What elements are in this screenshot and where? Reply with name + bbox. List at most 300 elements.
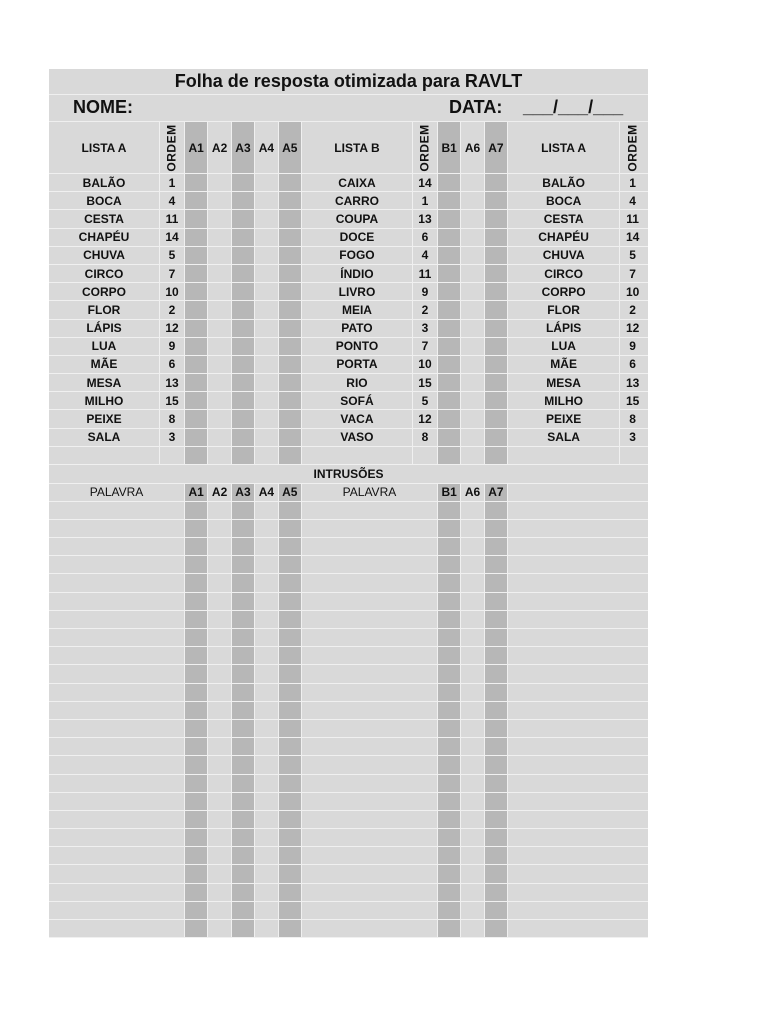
intrusion-a6-cell[interactable] xyxy=(461,738,484,755)
b1-cell[interactable] xyxy=(438,429,461,446)
intrusion-word-b-cell[interactable] xyxy=(302,775,438,792)
a7-cell[interactable] xyxy=(485,247,508,264)
intrusion-word-a-cell[interactable] xyxy=(49,574,185,591)
intrusion-a6-cell[interactable] xyxy=(461,574,484,591)
intrusion-a7-cell[interactable] xyxy=(485,884,508,901)
intrusion-word-b-cell[interactable] xyxy=(302,684,438,701)
intrusion-a5-cell[interactable] xyxy=(279,520,302,537)
a6-cell[interactable] xyxy=(461,229,484,246)
a1-cell[interactable] xyxy=(185,210,208,227)
intrusion-word-a-cell[interactable] xyxy=(49,847,185,864)
a5-cell[interactable] xyxy=(279,174,302,191)
intrusion-a2-cell[interactable] xyxy=(208,556,231,573)
intrusion-b1-cell[interactable] xyxy=(438,702,461,719)
intrusion-a2-cell[interactable] xyxy=(208,756,231,773)
intrusion-a7-cell[interactable] xyxy=(485,847,508,864)
intrusion-a6-cell[interactable] xyxy=(461,538,484,555)
intrusion-a3-cell[interactable] xyxy=(232,684,255,701)
b1-cell[interactable] xyxy=(438,374,461,391)
intrusion-word-b-cell[interactable] xyxy=(302,756,438,773)
a1-cell[interactable] xyxy=(185,410,208,427)
a1-cell[interactable] xyxy=(185,338,208,355)
intrusion-a7-cell[interactable] xyxy=(485,756,508,773)
a4-cell[interactable] xyxy=(255,301,278,318)
blank-a1-cell[interactable] xyxy=(185,447,208,464)
a1-cell[interactable] xyxy=(185,192,208,209)
intrusion-a4-cell[interactable] xyxy=(255,811,278,828)
a4-cell[interactable] xyxy=(255,338,278,355)
intrusion-a4-cell[interactable] xyxy=(255,593,278,610)
intrusion-a5-cell[interactable] xyxy=(279,556,302,573)
intrusion-word-b-cell[interactable] xyxy=(302,611,438,628)
intrusion-a3-cell[interactable] xyxy=(232,902,255,919)
intrusion-a6-cell[interactable] xyxy=(461,556,484,573)
a5-cell[interactable] xyxy=(279,374,302,391)
intrusion-a6-cell[interactable] xyxy=(461,684,484,701)
intrusion-a7-cell[interactable] xyxy=(485,865,508,882)
intrusion-word-a-cell[interactable] xyxy=(49,793,185,810)
intrusion-word-b-cell[interactable] xyxy=(302,702,438,719)
intrusion-a6-cell[interactable] xyxy=(461,793,484,810)
intrusion-a5-cell[interactable] xyxy=(279,647,302,664)
intrusion-a3-cell[interactable] xyxy=(232,556,255,573)
intrusion-word-b-cell[interactable] xyxy=(302,847,438,864)
b1-cell[interactable] xyxy=(438,356,461,373)
intrusion-a3-cell[interactable] xyxy=(232,920,255,937)
intrusion-a3-cell[interactable] xyxy=(232,738,255,755)
b1-cell[interactable] xyxy=(438,192,461,209)
intrusion-a7-cell[interactable] xyxy=(485,811,508,828)
intrusion-a2-cell[interactable] xyxy=(208,793,231,810)
intrusion-word-a-cell[interactable] xyxy=(49,665,185,682)
intrusion-a2-cell[interactable] xyxy=(208,593,231,610)
intrusion-word-b-cell[interactable] xyxy=(302,793,438,810)
a6-cell[interactable] xyxy=(461,338,484,355)
a2-cell[interactable] xyxy=(208,283,231,300)
intrusion-a5-cell[interactable] xyxy=(279,756,302,773)
intrusion-a4-cell[interactable] xyxy=(255,647,278,664)
intrusion-a1-cell[interactable] xyxy=(185,829,208,846)
a1-cell[interactable] xyxy=(185,283,208,300)
intrusion-a7-cell[interactable] xyxy=(485,611,508,628)
intrusion-a2-cell[interactable] xyxy=(208,847,231,864)
a6-cell[interactable] xyxy=(461,320,484,337)
intrusion-a5-cell[interactable] xyxy=(279,574,302,591)
intrusion-a7-cell[interactable] xyxy=(485,502,508,519)
intrusion-a3-cell[interactable] xyxy=(232,629,255,646)
intrusion-a7-cell[interactable] xyxy=(485,665,508,682)
blank-a4-cell[interactable] xyxy=(255,447,278,464)
b1-cell[interactable] xyxy=(438,392,461,409)
intrusion-word-a-cell[interactable] xyxy=(49,920,185,937)
intrusion-a5-cell[interactable] xyxy=(279,793,302,810)
a3-cell[interactable] xyxy=(232,392,255,409)
intrusion-a1-cell[interactable] xyxy=(185,720,208,737)
intrusion-a1-cell[interactable] xyxy=(185,920,208,937)
intrusion-a4-cell[interactable] xyxy=(255,720,278,737)
a6-cell[interactable] xyxy=(461,301,484,318)
intrusion-word-b-cell[interactable] xyxy=(302,593,438,610)
intrusion-word-a-cell[interactable] xyxy=(49,865,185,882)
intrusion-a1-cell[interactable] xyxy=(185,847,208,864)
intrusion-a6-cell[interactable] xyxy=(461,811,484,828)
intrusion-a2-cell[interactable] xyxy=(208,811,231,828)
intrusion-a7-cell[interactable] xyxy=(485,574,508,591)
intrusion-a3-cell[interactable] xyxy=(232,520,255,537)
intrusion-a5-cell[interactable] xyxy=(279,829,302,846)
intrusion-a5-cell[interactable] xyxy=(279,847,302,864)
intrusion-a7-cell[interactable] xyxy=(485,720,508,737)
intrusion-a2-cell[interactable] xyxy=(208,629,231,646)
intrusion-a1-cell[interactable] xyxy=(185,593,208,610)
intrusion-a4-cell[interactable] xyxy=(255,556,278,573)
intrusion-a2-cell[interactable] xyxy=(208,502,231,519)
intrusion-a2-cell[interactable] xyxy=(208,738,231,755)
intrusion-word-b-cell[interactable] xyxy=(302,665,438,682)
a7-cell[interactable] xyxy=(485,374,508,391)
intrusion-a5-cell[interactable] xyxy=(279,738,302,755)
a4-cell[interactable] xyxy=(255,429,278,446)
intrusion-a2-cell[interactable] xyxy=(208,865,231,882)
intrusion-b1-cell[interactable] xyxy=(438,720,461,737)
intrusion-a3-cell[interactable] xyxy=(232,593,255,610)
intrusion-a3-cell[interactable] xyxy=(232,811,255,828)
a4-cell[interactable] xyxy=(255,356,278,373)
a5-cell[interactable] xyxy=(279,356,302,373)
intrusion-a2-cell[interactable] xyxy=(208,538,231,555)
intrusion-a6-cell[interactable] xyxy=(461,520,484,537)
intrusion-b1-cell[interactable] xyxy=(438,665,461,682)
a1-cell[interactable] xyxy=(185,374,208,391)
a3-cell[interactable] xyxy=(232,283,255,300)
intrusion-a7-cell[interactable] xyxy=(485,629,508,646)
intrusion-a2-cell[interactable] xyxy=(208,611,231,628)
intrusion-a5-cell[interactable] xyxy=(279,702,302,719)
a1-cell[interactable] xyxy=(185,301,208,318)
a4-cell[interactable] xyxy=(255,320,278,337)
intrusion-a5-cell[interactable] xyxy=(279,920,302,937)
b1-cell[interactable] xyxy=(438,410,461,427)
intrusion-a5-cell[interactable] xyxy=(279,611,302,628)
a2-cell[interactable] xyxy=(208,301,231,318)
intrusion-word-b-cell[interactable] xyxy=(302,720,438,737)
intrusion-word-a-cell[interactable] xyxy=(49,502,185,519)
intrusion-a5-cell[interactable] xyxy=(279,902,302,919)
intrusion-a7-cell[interactable] xyxy=(485,538,508,555)
intrusion-b1-cell[interactable] xyxy=(438,574,461,591)
intrusion-a3-cell[interactable] xyxy=(232,665,255,682)
intrusion-a3-cell[interactable] xyxy=(232,720,255,737)
intrusion-word-b-cell[interactable] xyxy=(302,829,438,846)
intrusion-a4-cell[interactable] xyxy=(255,775,278,792)
intrusion-a6-cell[interactable] xyxy=(461,665,484,682)
intrusion-a3-cell[interactable] xyxy=(232,865,255,882)
intrusion-a4-cell[interactable] xyxy=(255,665,278,682)
intrusion-a2-cell[interactable] xyxy=(208,902,231,919)
intrusion-a4-cell[interactable] xyxy=(255,574,278,591)
intrusion-a5-cell[interactable] xyxy=(279,811,302,828)
intrusion-a3-cell[interactable] xyxy=(232,829,255,846)
intrusion-a3-cell[interactable] xyxy=(232,702,255,719)
intrusion-a4-cell[interactable] xyxy=(255,884,278,901)
intrusion-word-a-cell[interactable] xyxy=(49,884,185,901)
intrusion-a1-cell[interactable] xyxy=(185,684,208,701)
a5-cell[interactable] xyxy=(279,247,302,264)
a2-cell[interactable] xyxy=(208,320,231,337)
intrusion-a6-cell[interactable] xyxy=(461,611,484,628)
a6-cell[interactable] xyxy=(461,392,484,409)
intrusion-a4-cell[interactable] xyxy=(255,829,278,846)
a1-cell[interactable] xyxy=(185,229,208,246)
a7-cell[interactable] xyxy=(485,265,508,282)
intrusion-a6-cell[interactable] xyxy=(461,647,484,664)
intrusion-a2-cell[interactable] xyxy=(208,884,231,901)
a6-cell[interactable] xyxy=(461,265,484,282)
intrusion-a1-cell[interactable] xyxy=(185,538,208,555)
a5-cell[interactable] xyxy=(279,392,302,409)
intrusion-word-a-cell[interactable] xyxy=(49,775,185,792)
blank-a5-cell[interactable] xyxy=(279,447,302,464)
a4-cell[interactable] xyxy=(255,247,278,264)
intrusion-a5-cell[interactable] xyxy=(279,720,302,737)
intrusion-a4-cell[interactable] xyxy=(255,520,278,537)
a4-cell[interactable] xyxy=(255,283,278,300)
a3-cell[interactable] xyxy=(232,356,255,373)
a4-cell[interactable] xyxy=(255,392,278,409)
intrusion-a3-cell[interactable] xyxy=(232,502,255,519)
a3-cell[interactable] xyxy=(232,320,255,337)
b1-cell[interactable] xyxy=(438,210,461,227)
intrusion-word-a-cell[interactable] xyxy=(49,611,185,628)
a2-cell[interactable] xyxy=(208,429,231,446)
intrusion-a4-cell[interactable] xyxy=(255,629,278,646)
blank-a3-cell[interactable] xyxy=(232,447,255,464)
intrusion-word-b-cell[interactable] xyxy=(302,629,438,646)
a2-cell[interactable] xyxy=(208,210,231,227)
b1-cell[interactable] xyxy=(438,338,461,355)
a4-cell[interactable] xyxy=(255,192,278,209)
intrusion-word-b-cell[interactable] xyxy=(302,520,438,537)
intrusion-word-a-cell[interactable] xyxy=(49,520,185,537)
intrusion-a6-cell[interactable] xyxy=(461,629,484,646)
intrusion-a2-cell[interactable] xyxy=(208,775,231,792)
intrusion-b1-cell[interactable] xyxy=(438,538,461,555)
intrusion-a1-cell[interactable] xyxy=(185,611,208,628)
intrusion-b1-cell[interactable] xyxy=(438,611,461,628)
intrusion-word-b-cell[interactable] xyxy=(302,902,438,919)
a3-cell[interactable] xyxy=(232,410,255,427)
a5-cell[interactable] xyxy=(279,210,302,227)
intrusion-a5-cell[interactable] xyxy=(279,684,302,701)
intrusion-a7-cell[interactable] xyxy=(485,593,508,610)
intrusion-a7-cell[interactable] xyxy=(485,920,508,937)
intrusion-word-a-cell[interactable] xyxy=(49,811,185,828)
intrusion-a3-cell[interactable] xyxy=(232,647,255,664)
intrusion-word-b-cell[interactable] xyxy=(302,538,438,555)
a5-cell[interactable] xyxy=(279,338,302,355)
a2-cell[interactable] xyxy=(208,229,231,246)
intrusion-word-a-cell[interactable] xyxy=(49,647,185,664)
intrusion-a2-cell[interactable] xyxy=(208,720,231,737)
intrusion-b1-cell[interactable] xyxy=(438,647,461,664)
intrusion-a7-cell[interactable] xyxy=(485,647,508,664)
intrusion-word-a-cell[interactable] xyxy=(49,738,185,755)
intrusion-a3-cell[interactable] xyxy=(232,756,255,773)
intrusion-a6-cell[interactable] xyxy=(461,902,484,919)
a2-cell[interactable] xyxy=(208,174,231,191)
intrusion-a4-cell[interactable] xyxy=(255,793,278,810)
intrusion-a1-cell[interactable] xyxy=(185,629,208,646)
a7-cell[interactable] xyxy=(485,174,508,191)
intrusion-a6-cell[interactable] xyxy=(461,702,484,719)
intrusion-a5-cell[interactable] xyxy=(279,884,302,901)
b1-cell[interactable] xyxy=(438,229,461,246)
b1-cell[interactable] xyxy=(438,174,461,191)
intrusion-a2-cell[interactable] xyxy=(208,920,231,937)
intrusion-a7-cell[interactable] xyxy=(485,829,508,846)
a4-cell[interactable] xyxy=(255,229,278,246)
a2-cell[interactable] xyxy=(208,356,231,373)
intrusion-a2-cell[interactable] xyxy=(208,647,231,664)
a7-cell[interactable] xyxy=(485,210,508,227)
blank-a2-cell[interactable] xyxy=(208,447,231,464)
a4-cell[interactable] xyxy=(255,174,278,191)
a2-cell[interactable] xyxy=(208,265,231,282)
intrusion-a3-cell[interactable] xyxy=(232,793,255,810)
b1-cell[interactable] xyxy=(438,283,461,300)
a3-cell[interactable] xyxy=(232,338,255,355)
intrusion-a4-cell[interactable] xyxy=(255,756,278,773)
a6-cell[interactable] xyxy=(461,356,484,373)
a7-cell[interactable] xyxy=(485,392,508,409)
intrusion-a1-cell[interactable] xyxy=(185,775,208,792)
intrusion-a5-cell[interactable] xyxy=(279,502,302,519)
a6-cell[interactable] xyxy=(461,247,484,264)
intrusion-word-b-cell[interactable] xyxy=(302,574,438,591)
intrusion-b1-cell[interactable] xyxy=(438,684,461,701)
intrusion-a4-cell[interactable] xyxy=(255,920,278,937)
intrusion-word-a-cell[interactable] xyxy=(49,829,185,846)
intrusion-word-b-cell[interactable] xyxy=(302,738,438,755)
intrusion-a1-cell[interactable] xyxy=(185,665,208,682)
intrusion-a6-cell[interactable] xyxy=(461,720,484,737)
intrusion-b1-cell[interactable] xyxy=(438,502,461,519)
a7-cell[interactable] xyxy=(485,410,508,427)
a7-cell[interactable] xyxy=(485,192,508,209)
intrusion-word-b-cell[interactable] xyxy=(302,647,438,664)
a4-cell[interactable] xyxy=(255,374,278,391)
a2-cell[interactable] xyxy=(208,392,231,409)
intrusion-word-a-cell[interactable] xyxy=(49,538,185,555)
intrusion-b1-cell[interactable] xyxy=(438,738,461,755)
intrusion-word-b-cell[interactable] xyxy=(302,556,438,573)
intrusion-a6-cell[interactable] xyxy=(461,502,484,519)
intrusion-a4-cell[interactable] xyxy=(255,684,278,701)
intrusion-a1-cell[interactable] xyxy=(185,520,208,537)
a4-cell[interactable] xyxy=(255,410,278,427)
a1-cell[interactable] xyxy=(185,320,208,337)
a5-cell[interactable] xyxy=(279,265,302,282)
a3-cell[interactable] xyxy=(232,301,255,318)
a3-cell[interactable] xyxy=(232,429,255,446)
intrusion-a4-cell[interactable] xyxy=(255,865,278,882)
intrusion-a7-cell[interactable] xyxy=(485,520,508,537)
intrusion-a1-cell[interactable] xyxy=(185,702,208,719)
a7-cell[interactable] xyxy=(485,320,508,337)
intrusion-a4-cell[interactable] xyxy=(255,738,278,755)
a7-cell[interactable] xyxy=(485,356,508,373)
intrusion-word-a-cell[interactable] xyxy=(49,902,185,919)
intrusion-a5-cell[interactable] xyxy=(279,775,302,792)
a5-cell[interactable] xyxy=(279,429,302,446)
intrusion-word-a-cell[interactable] xyxy=(49,756,185,773)
a6-cell[interactable] xyxy=(461,429,484,446)
intrusion-word-b-cell[interactable] xyxy=(302,884,438,901)
intrusion-a6-cell[interactable] xyxy=(461,865,484,882)
intrusion-word-b-cell[interactable] xyxy=(302,811,438,828)
intrusion-a2-cell[interactable] xyxy=(208,684,231,701)
intrusion-a1-cell[interactable] xyxy=(185,884,208,901)
a7-cell[interactable] xyxy=(485,338,508,355)
a4-cell[interactable] xyxy=(255,265,278,282)
a5-cell[interactable] xyxy=(279,229,302,246)
intrusion-a5-cell[interactable] xyxy=(279,538,302,555)
intrusion-b1-cell[interactable] xyxy=(438,920,461,937)
intrusion-a5-cell[interactable] xyxy=(279,865,302,882)
intrusion-a6-cell[interactable] xyxy=(461,756,484,773)
a1-cell[interactable] xyxy=(185,247,208,264)
a1-cell[interactable] xyxy=(185,392,208,409)
a7-cell[interactable] xyxy=(485,301,508,318)
intrusion-b1-cell[interactable] xyxy=(438,556,461,573)
a3-cell[interactable] xyxy=(232,374,255,391)
a3-cell[interactable] xyxy=(232,210,255,227)
a1-cell[interactable] xyxy=(185,265,208,282)
intrusion-a4-cell[interactable] xyxy=(255,702,278,719)
intrusion-word-a-cell[interactable] xyxy=(49,720,185,737)
intrusion-a1-cell[interactable] xyxy=(185,865,208,882)
a2-cell[interactable] xyxy=(208,410,231,427)
a3-cell[interactable] xyxy=(232,174,255,191)
intrusion-a7-cell[interactable] xyxy=(485,902,508,919)
intrusion-b1-cell[interactable] xyxy=(438,847,461,864)
a6-cell[interactable] xyxy=(461,410,484,427)
a7-cell[interactable] xyxy=(485,229,508,246)
intrusion-a6-cell[interactable] xyxy=(461,847,484,864)
intrusion-a3-cell[interactable] xyxy=(232,611,255,628)
intrusion-a7-cell[interactable] xyxy=(485,684,508,701)
intrusion-a4-cell[interactable] xyxy=(255,847,278,864)
intrusion-a6-cell[interactable] xyxy=(461,775,484,792)
a6-cell[interactable] xyxy=(461,283,484,300)
intrusion-a2-cell[interactable] xyxy=(208,574,231,591)
a5-cell[interactable] xyxy=(279,283,302,300)
intrusion-b1-cell[interactable] xyxy=(438,756,461,773)
intrusion-a6-cell[interactable] xyxy=(461,829,484,846)
intrusion-b1-cell[interactable] xyxy=(438,520,461,537)
intrusion-word-b-cell[interactable] xyxy=(302,865,438,882)
a7-cell[interactable] xyxy=(485,283,508,300)
a2-cell[interactable] xyxy=(208,192,231,209)
intrusion-a1-cell[interactable] xyxy=(185,793,208,810)
a4-cell[interactable] xyxy=(255,210,278,227)
intrusion-a1-cell[interactable] xyxy=(185,574,208,591)
a5-cell[interactable] xyxy=(279,301,302,318)
a3-cell[interactable] xyxy=(232,247,255,264)
intrusion-a5-cell[interactable] xyxy=(279,665,302,682)
a5-cell[interactable] xyxy=(279,192,302,209)
intrusion-a1-cell[interactable] xyxy=(185,902,208,919)
